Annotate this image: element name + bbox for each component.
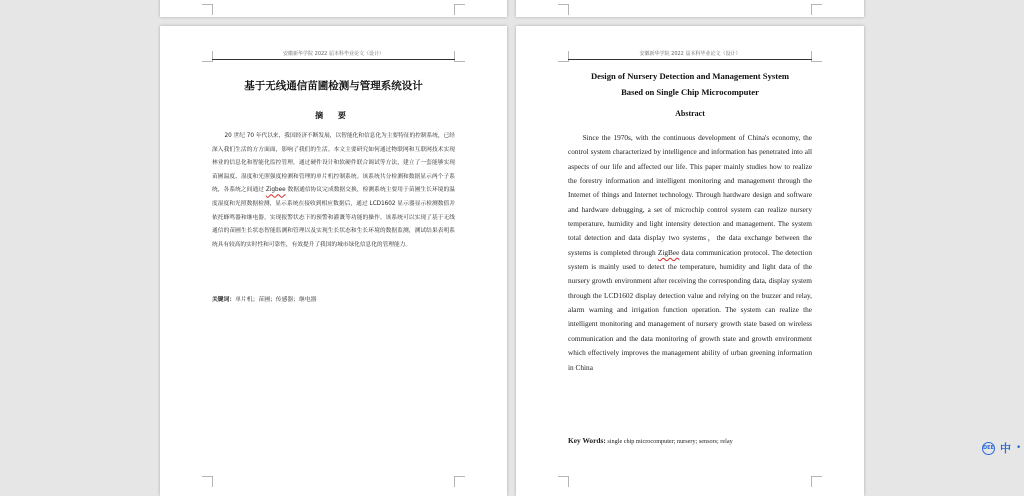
body-text: Since the 1970s, with the continuous development of China's economy, the control system characterized by intelligence and information has penetrated into all aspects of our life and affected our life. This paper mainly studies how to realize the forestry information and intelligent monitoring and management through the Internet of things and Internet technology. Through hardware design and software and hardware debugging, a set of microchip control system can realize nursery temperature, humidity and light intensity detection and management. The system total detection and data display two systems，the data exchange between the systems is completed through (568, 133, 812, 257)
keywords-value: 单片机；苗圃；传感器；继电器 (235, 297, 317, 303)
english-abstract-page[interactable] (516, 26, 864, 496)
english-abstract-body[interactable] (568, 131, 812, 375)
chinese-abstract-heading: 摘 要 (315, 111, 352, 120)
previous-page-right (516, 0, 864, 17)
crop-mark (202, 476, 213, 487)
keywords-value: single chip microcomputer; nursery; sensors; relay (605, 438, 733, 445)
crop-mark (811, 476, 822, 487)
english-title (516, 68, 864, 100)
keywords-label: 关键词： (212, 297, 236, 303)
chinese-keywords (212, 294, 455, 303)
language-label[interactable]: 中 (1000, 442, 1011, 455)
spellcheck-word[interactable]: Zigbee (265, 187, 286, 194)
body-text: 数据通信协议完成数据交换，检测系统主要用于苗圃生长环境的温度湿度和光照数据检测，显示系统在接收到相应数据后，通过 LCD1602 显示器显示检测数值并依托蜂鸣器和继电器，实现报警状态下的预警和灌溉等功能的操作。该系统可以实现了基于无线通信的苗圃生长状态智能监测和管理以及实现生长状态和生长环境的数据监测，测试结果表明系统具有较高的实时性和可靠性，有效提升了我国的城市绿化信息化的管理能力。 (212, 187, 455, 248)
running-header: 安徽新华学院 2022 届本科毕业论文（设计） (283, 51, 384, 57)
header-rule (568, 59, 812, 60)
english-title-line2: Based on Single Chip Microcomputer (621, 87, 759, 97)
keywords-label: Key Words: (568, 436, 606, 445)
previous-page-left (160, 0, 507, 17)
header-rule (212, 59, 455, 60)
crop-mark (454, 476, 465, 487)
english-keywords (568, 436, 812, 445)
chinese-title: 基于无线通信苗圃检测与管理系统设计 (244, 80, 423, 92)
crop-mark (454, 4, 465, 15)
translate-icon[interactable]: DEE (982, 442, 995, 455)
crop-mark (558, 4, 569, 15)
english-abstract-heading: Abstract (675, 109, 705, 118)
language-dot: • (1016, 443, 1022, 453)
english-title-line1: Design of Nursery Detection and Management System (590, 71, 790, 81)
crop-mark (558, 476, 569, 487)
body-text: 20 世纪 70 年代以来，我国经济不断发展，以智能化和信息化为主要特征的控制系统，已经深入我们生活的方方面面，影响了我们的生活。本文主要研究如何通过物联网和互联网技术实现林业的信息化和智能化监控管理，通过硬件设计和软硬件联合调试等方法，建立了一套能够实现苗圃温度、湿度和光照强度检测和管理的单片机控制系统。该系统共分检测和数据显示两个子系统，各系统之间通过 (212, 133, 455, 194)
chinese-abstract-body[interactable] (212, 130, 455, 252)
spellcheck-word[interactable]: ZigBee (657, 247, 680, 257)
language-widget[interactable] (982, 439, 1021, 457)
crop-mark (202, 4, 213, 15)
running-header: 安徽新华学院 2022 届本科毕业论文（设计） (639, 51, 741, 57)
chinese-abstract-page[interactable] (160, 26, 507, 496)
crop-mark (811, 4, 822, 15)
body-text: data communication protocol. The detection system is mainly used to detect the temperature, humidity and light data of the nursery growth environment after receiving the corresponding data, display system through the LCD1602 display detection value and relying on the buzzer and relay, alarm warning and irrigation function operation. The system can realize the intelligent monitoring and management of nursery growth state based on wireless communication and the data monitoring of growth state and growth environment which effectively improves the management ability of urban greening information in China (568, 247, 812, 372)
